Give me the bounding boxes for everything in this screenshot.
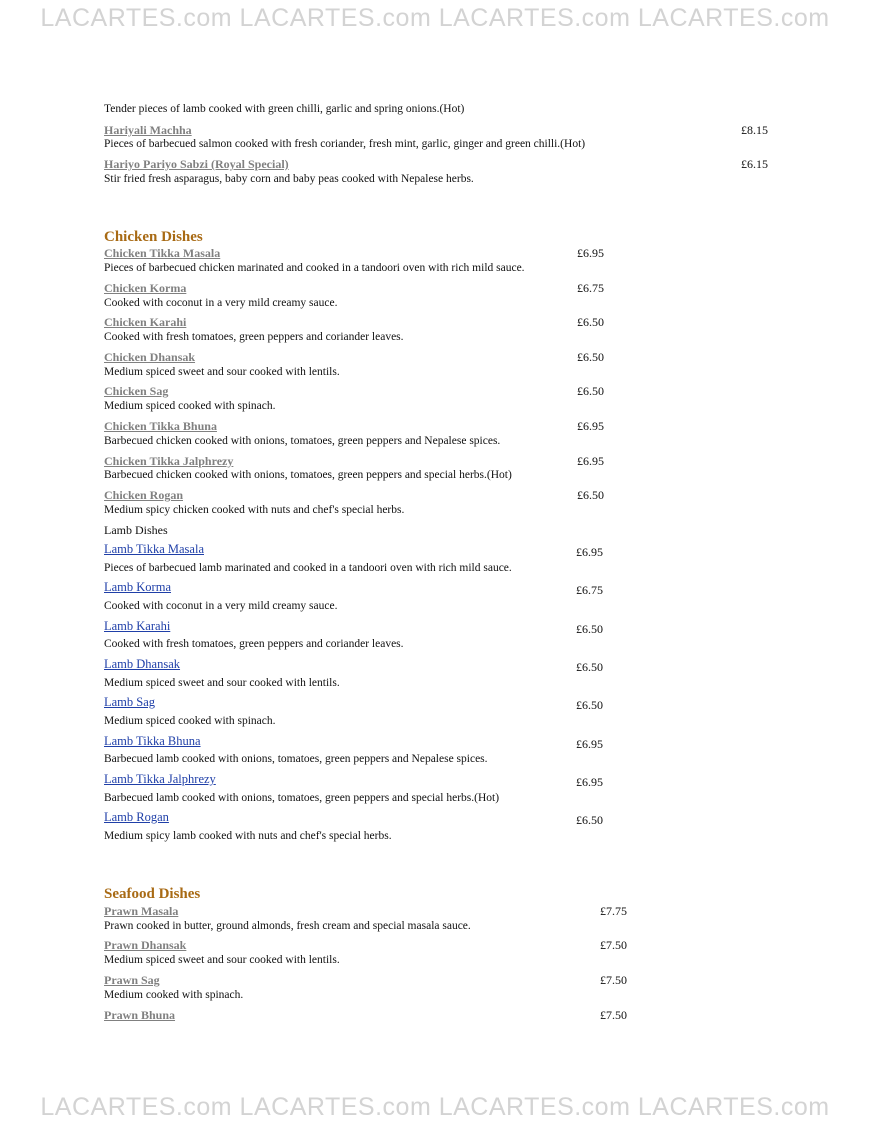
menu-item-link[interactable]: Lamb Tikka Bhuna bbox=[104, 734, 201, 748]
menu-item-description: Medium spicy chicken cooked with nuts and chef's special herbs. bbox=[104, 504, 405, 516]
section-heading-lamb: Lamb Dishes bbox=[104, 523, 168, 537]
intro-description: Tender pieces of lamb cooked with green chilli, garlic and spring onions.(Hot) bbox=[104, 103, 465, 115]
menu-item-description: Pieces of barbecued salmon cooked with fresh coriander, fresh mint, garlic, ginger and green chilli.(Hot) bbox=[104, 138, 586, 150]
menu-item-price: £6.50 bbox=[577, 384, 604, 398]
menu-item-name[interactable]: Chicken Sag bbox=[104, 384, 169, 398]
menu-item-name[interactable]: Chicken Tikka Jalphrezy bbox=[104, 454, 234, 468]
menu-item-price: £6.95 bbox=[577, 246, 604, 260]
menu-item-name[interactable]: Chicken Korma bbox=[104, 281, 187, 295]
menu-item-price: £6.50 bbox=[576, 660, 603, 674]
menu-item-price: £6.50 bbox=[576, 698, 603, 712]
watermark-bottom: LACARTES.com LACARTES.com LACARTES.com LACARTES.com bbox=[40, 1093, 830, 1121]
menu-item-name[interactable]: Chicken Tikka Masala bbox=[104, 246, 221, 260]
menu-item-price: £7.50 bbox=[600, 973, 627, 987]
menu-item-link[interactable]: Lamb Tikka Masala bbox=[104, 542, 204, 556]
menu-item-price: £6.50 bbox=[577, 488, 604, 502]
menu-item-price: £6.95 bbox=[577, 419, 604, 433]
menu-item-price: £6.50 bbox=[576, 622, 603, 636]
menu-item-description: Medium spiced cooked with spinach. bbox=[104, 715, 276, 727]
watermark-top: LACARTES.com LACARTES.com LACARTES.com LACARTES.com bbox=[40, 4, 830, 32]
menu-item-link[interactable]: Lamb Dhansak bbox=[104, 657, 181, 671]
section-heading-seafood: Seafood Dishes bbox=[104, 886, 201, 902]
menu-item-link[interactable]: Lamb Sag bbox=[104, 695, 156, 709]
menu-item-price: £7.50 bbox=[600, 1008, 627, 1022]
menu-item-link[interactable]: Lamb Rogan bbox=[104, 810, 169, 824]
menu-item-price: £6.75 bbox=[577, 281, 604, 295]
menu-item-description: Cooked with fresh tomatoes, green peppers and coriander leaves. bbox=[104, 331, 404, 343]
menu-item-price: £8.15 bbox=[741, 123, 768, 137]
menu-item-price: £6.50 bbox=[577, 350, 604, 364]
menu-item-description: Cooked with fresh tomatoes, green peppers and coriander leaves. bbox=[104, 638, 404, 650]
menu-item-price: £6.95 bbox=[576, 545, 603, 559]
menu-item-description: Cooked with coconut in a very mild creamy sauce. bbox=[104, 600, 338, 612]
menu-item-description: Medium cooked with spinach. bbox=[104, 989, 244, 1001]
menu-item-description: Barbecued lamb cooked with onions, tomatoes, green peppers and special herbs.(Hot) bbox=[104, 792, 500, 804]
menu-item-name[interactable]: Chicken Rogan bbox=[104, 488, 184, 502]
menu-item-price: £6.95 bbox=[576, 775, 603, 789]
menu-item-description: Medium spiced sweet and sour cooked with lentils. bbox=[104, 677, 340, 689]
menu-item-price: £7.50 bbox=[600, 938, 627, 952]
menu-item-description: Medium spiced cooked with spinach. bbox=[104, 400, 276, 412]
menu-item-description: Medium spiced sweet and sour cooked with lentils. bbox=[104, 954, 340, 966]
menu-item-name[interactable]: Chicken Karahi bbox=[104, 315, 187, 329]
menu-item-price: £6.95 bbox=[577, 454, 604, 468]
menu-item-price: £6.95 bbox=[576, 737, 603, 751]
menu-item-name[interactable]: Hariyo Pariyo Sabzi (Royal Special) bbox=[104, 157, 289, 171]
menu-item-description: Barbecued chicken cooked with onions, tomatoes, green peppers and special herbs.(Hot) bbox=[104, 469, 512, 481]
section-heading-chicken: Chicken Dishes bbox=[104, 229, 203, 245]
menu-item-price: £7.75 bbox=[600, 904, 627, 918]
menu-item-description: Prawn cooked in butter, ground almonds, fresh cream and special masala sauce. bbox=[104, 920, 471, 932]
menu-item-name[interactable]: Chicken Tikka Bhuna bbox=[104, 419, 217, 433]
menu-item-price: £6.50 bbox=[577, 315, 604, 329]
menu-item-description: Barbecued chicken cooked with onions, tomatoes, green peppers and Nepalese spices. bbox=[104, 435, 501, 447]
menu-item-name[interactable]: Prawn Bhuna bbox=[104, 1008, 176, 1022]
menu-item-link[interactable]: Lamb Korma bbox=[104, 580, 171, 594]
menu-item-name[interactable]: Prawn Dhansak bbox=[104, 938, 187, 952]
menu-item-price: £6.75 bbox=[576, 583, 603, 597]
menu-item-link[interactable]: Lamb Tikka Jalphrezy bbox=[104, 772, 216, 786]
menu-item-name[interactable]: Prawn Masala bbox=[104, 904, 179, 918]
menu-item-description: Cooked with coconut in a very mild creamy sauce. bbox=[104, 297, 338, 309]
menu-item-description: Stir fried fresh asparagus, baby corn and baby peas cooked with Nepalese herbs. bbox=[104, 173, 474, 185]
menu-item-name[interactable]: Chicken Dhansak bbox=[104, 350, 196, 364]
menu-item-name[interactable]: Prawn Sag bbox=[104, 973, 160, 987]
menu-item-price: £6.15 bbox=[741, 157, 768, 171]
menu-item-description: Medium spicy lamb cooked with nuts and chef's special herbs. bbox=[104, 830, 392, 842]
menu-item-description: Pieces of barbecued lamb marinated and cooked in a tandoori oven with rich mild sauce. bbox=[104, 562, 512, 574]
menu-item-price: £6.50 bbox=[576, 813, 603, 827]
menu-item-description: Pieces of barbecued chicken marinated and cooked in a tandoori oven with rich mild sauce. bbox=[104, 262, 525, 274]
menu-item-description: Barbecued lamb cooked with onions, tomatoes, green peppers and Nepalese spices. bbox=[104, 753, 488, 765]
menu-item-name[interactable]: Hariyali Machha bbox=[104, 123, 192, 137]
menu-item-description: Medium spiced sweet and sour cooked with lentils. bbox=[104, 366, 340, 378]
menu-item-link[interactable]: Lamb Karahi bbox=[104, 619, 171, 633]
